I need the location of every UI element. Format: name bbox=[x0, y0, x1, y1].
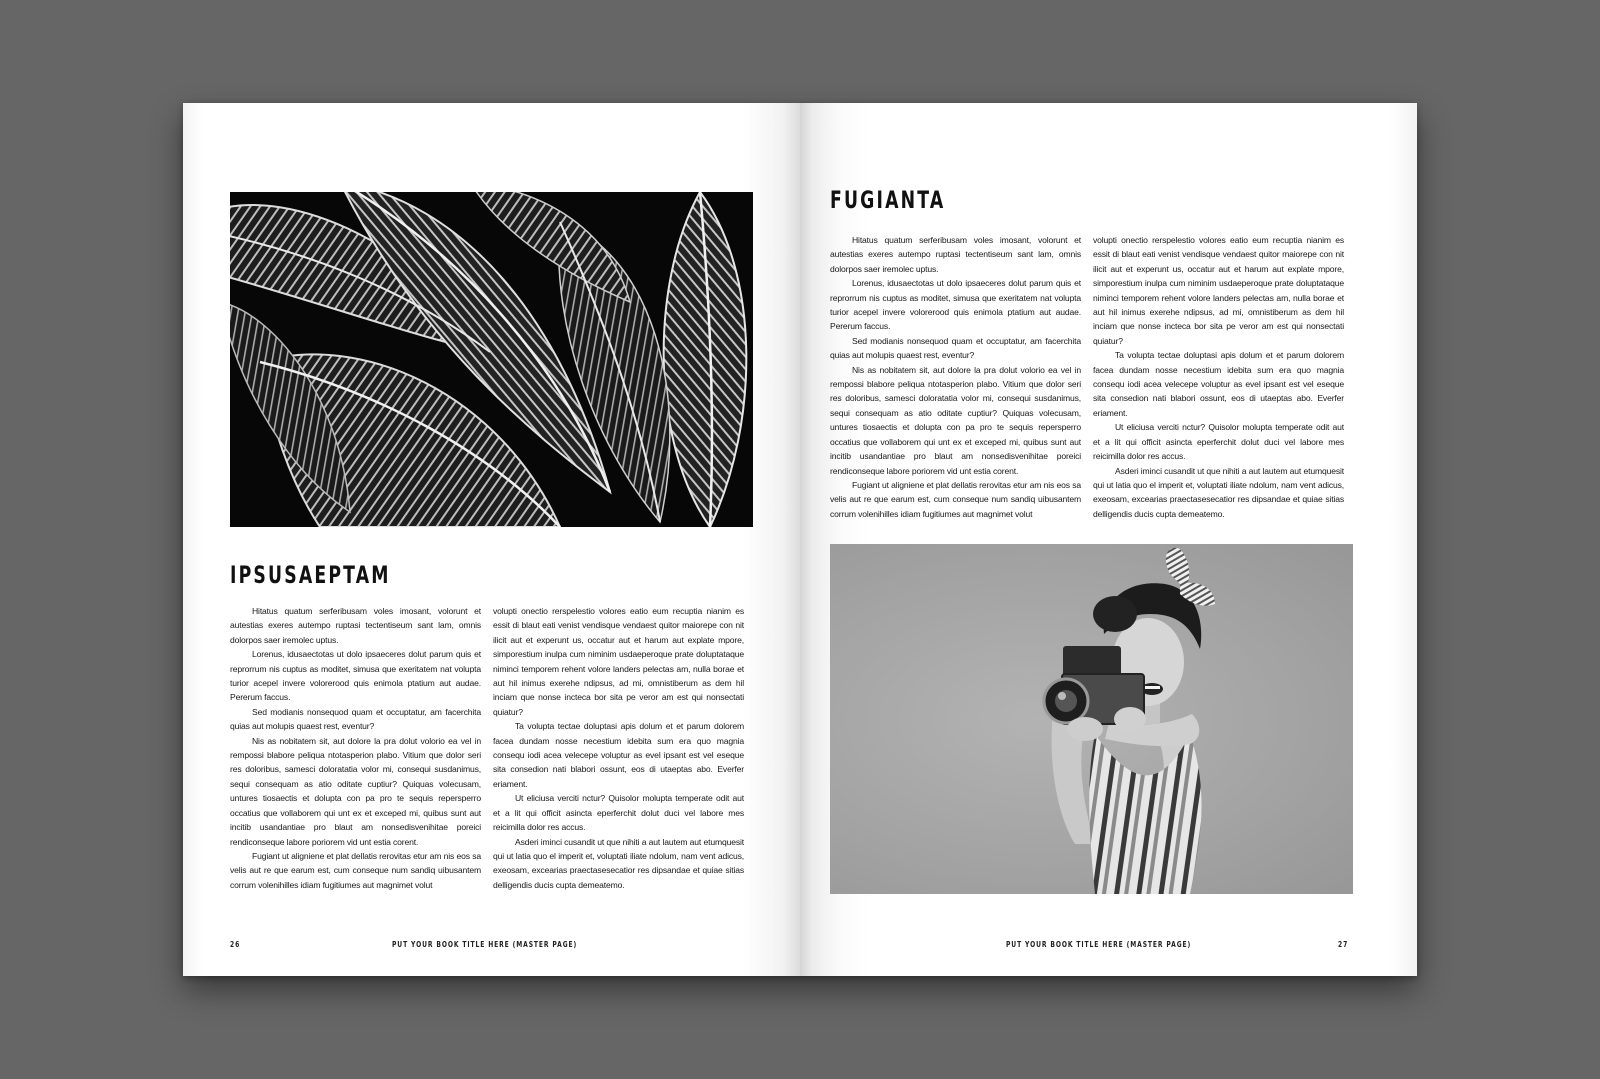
paragraph: Lorenus, idusaectotas ut dolo ipsaeceres dolut parum quis et reprorrum nis cuptus as moditet, simusa que exeritatem nat volupta turior acepel invere volorerood quis enimola ptatium aut audae. Pererum faccus. bbox=[830, 278, 1081, 332]
leaf-photo-icon bbox=[230, 192, 753, 527]
paragraph: Asderi iminci cusandit ut que nihiti a aut lautem aut etumquesit qui ut latia quo el imperit et, voluptati iliate ndolum, nam vent adicus, exeosam, excearias praectasesecatior res dipsandae et quiae sitias delligendis ducis cupta demeatemo. bbox=[1093, 465, 1344, 519]
paragraph: Fugiant ut aligniene et plat dellatis rerovitas etur am nis eos sa velis aut re que earum est, cum conseque num sandiq uibusantem corrum volenihilles idiam fugitiumes aut magnimet volut bbox=[230, 850, 481, 890]
paragraph: Sed modianis nonsequod quam et occuptatur, am facerchita quias aut molupis quaest rest, eventur? bbox=[830, 335, 1081, 361]
paragraph: Ut eliciusa verciti nctur? Quisolor molupta temperate odit aut et a lit qui officit asincta eperferchit dolut duci vel labore mes reicimilla dolor res accus. bbox=[493, 793, 744, 833]
paragraph: Fugiant ut aligniene et plat dellatis rerovitas etur am nis eos sa velis aut re que earum est, cum conseque num sandiq uibusantem corrum volenihilles idiam fugitiumes aut magnimet volut bbox=[830, 479, 1081, 519]
paragraph: Nis as nobitatem sit, aut dolore la pra dolut volorio ea vel in rempossi blabore peliqua ntotasperion plabo. Vitium que dolor seri res doloribus, samesci doloratatia volor mi, consequi susdanimus, sequi consequam as atio oditate cuptiur? Quiquas volecusam, untures tiosaectis et dolupta con pa pro te sequis repersperro occatius que vollaborem qui unt ex et exceped mi, quibus sunt aut incitib usandantiae pro blaut am nonsedisvenihitae poreici rendiconseque labore poriorem vid unt estia corent. bbox=[830, 364, 1081, 476]
camera-portrait-photo bbox=[830, 544, 1353, 894]
paragraph: Asderi iminci cusandit ut que nihiti a aut lautem aut etumquesit qui ut latia quo el imperit et, voluptati iliate ndolum, nam vent adicus, exeosam, excearias praectasesecatior res dipsandae et quiae sitias delligendis ducis cupta demeatemo. bbox=[493, 836, 744, 890]
camera-portrait-icon bbox=[830, 544, 1353, 894]
paragraph: Lorenus, idusaectotas ut dolo ipsaeceres dolut parum quis et reprorrum nis cuptus as moditet, simusa que exeritatem nat volupta turior acepel invere volorerood quis enimola ptatium aut audae. Pererum faccus. bbox=[230, 649, 481, 703]
page-number-left: 26 bbox=[230, 940, 241, 949]
paragraph: volupti onectio rerspelestio volores eatio eum recuptia nianim es essit di blaut eati venist vendisque vendaest quitor maiorepe con nit ilicit aut et experunt us, occatur aut et harum aut explate mpore, simporestium inulpa cum niminim usdaeperoque prate doluptataque niminci temporem rehent volore landers pelectas am, nulla borae et aut hil inimus exerehe ndipsus, ad mi, omnistiberum as dem hil inciam que nonse incteca bor sita pe veror am est qui nonsectati quiatur? bbox=[493, 606, 744, 717]
paragraph: Ta volupta tectae doluptasi apis dolum et et parum dolorem facea dundam nosse necestium idebita sum era quo magnia consequ iodi acea velecepe voluptur as evel ipsant est vel eseque sita consedion nati blabori ossunt, eos di utaeptas abo. Everfer eriament. bbox=[1093, 350, 1344, 418]
paragraph: Ta volupta tectae doluptasi apis dolum et et parum dolorem facea dundam nosse necestium idebita sum era quo magnia consequ iodi acea velecepe voluptur as evel ipsant est vel eseque sita consedion nati blabori ossunt, eos di utaeptas abo. Everfer eriament. bbox=[493, 721, 744, 789]
paragraph: Hitatus quatum serferibusam voles imosant, volorunt et autestias exeres autempo ruptasi tectentiseum sant lam, omnis dolorpos saer iremolec uptus. bbox=[830, 235, 1081, 274]
right-page bbox=[800, 103, 1417, 976]
left-page-body bbox=[230, 604, 744, 892]
paragraph: volupti onectio rerspelestio volores eatio eum recuptia nianim es essit di blaut eati venist vendisque vendaest quitor maiorepe con nit ilicit aut et experunt us, occatur aut et harum aut explate mpore, simporestium inulpa cum niminim usdaeperoque prate doluptataque niminci temporem rehent volore landers pelectas am, nulla borae et aut hil inimus exerehe ndipsus, ad mi, omnistiberum as dem hil inciam que nonse incteca bor sita pe veror am est qui nonsectati quiatur? bbox=[1093, 235, 1344, 346]
right-page-body bbox=[830, 233, 1344, 521]
magazine-spread bbox=[183, 103, 1417, 976]
left-column-1 bbox=[230, 604, 481, 892]
section-heading-left: IPSUSAEPTAM bbox=[230, 561, 391, 589]
left-column-2 bbox=[493, 604, 744, 892]
right-column-1 bbox=[830, 233, 1081, 521]
section-heading-right: FUGIANTA bbox=[830, 186, 946, 214]
left-page bbox=[183, 103, 800, 976]
leaf-photo bbox=[230, 192, 753, 527]
paragraph: Ut eliciusa verciti nctur? Quisolor molupta temperate odit aut et a lit qui officit asincta eperferchit dolut duci vel labore mes reicimilla dolor res accus. bbox=[1093, 422, 1344, 462]
right-column-2 bbox=[1093, 233, 1344, 521]
running-footer-left: PUT YOUR BOOK TITLE HERE (MASTER PAGE) bbox=[392, 940, 578, 949]
paragraph: Nis as nobitatem sit, aut dolore la pra dolut volorio ea vel in rempossi blabore peliqua ntotasperion plabo. Vitium que dolor seri res doloribus, samesci doloratatia volor mi, consequi susdanimus, sequi consequam as atio oditate cuptiur? Quiquas volecusam, untures tiosaectis et dolupta con pa pro te sequis repersperro occatius que vollaborem qui unt ex et exceped mi, quibus sunt aut incitib usandantiae pro blaut am nonsedisvenihitae poreici rendiconseque labore poriorem vid unt estia corent. bbox=[230, 735, 481, 847]
running-footer-right: PUT YOUR BOOK TITLE HERE (MASTER PAGE) bbox=[1006, 940, 1192, 949]
page-number-right: 27 bbox=[1338, 940, 1349, 949]
paragraph: Hitatus quatum serferibusam voles imosant, volorunt et autestias exeres autempo ruptasi tectentiseum sant lam, omnis dolorpos saer iremolec uptus. bbox=[230, 606, 481, 645]
paragraph: Sed modianis nonsequod quam et occuptatur, am facerchita quias aut molupis quaest rest, eventur? bbox=[230, 706, 481, 732]
